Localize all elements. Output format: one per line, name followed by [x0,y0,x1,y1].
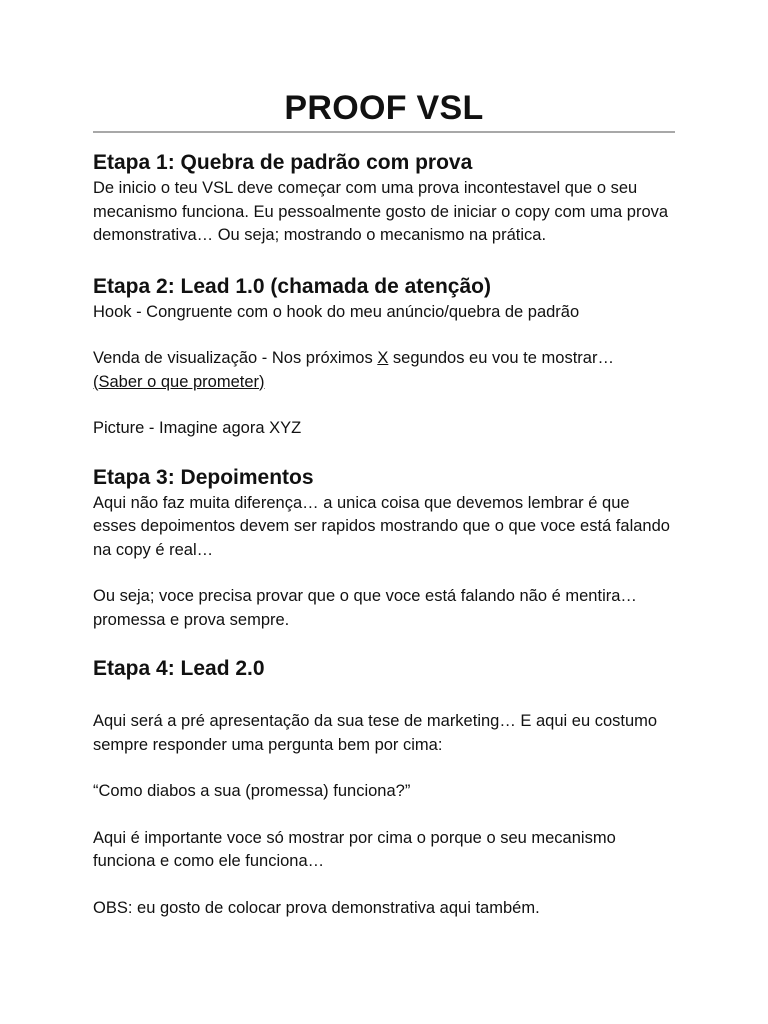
section-4-heading: Etapa 4: Lead 2.0 [93,657,265,680]
section-1-heading: Etapa 1: Quebra de padrão com prova [93,151,473,174]
section-2-hook: Hook - Congruente com o hook do meu anúncio/quebra de padrão [93,302,580,321]
section-2-picture: Picture - Imagine agora XYZ [93,419,302,437]
section-2-heading: Etapa 2: Lead 1.0 (chamada de atenção) [93,274,491,298]
section-3-paragraph-1: Aqui não faz muita diferença… a unica coisa que devemos lembrar é que esses depoimentos devem ser rapidos mostrando que o que voce está falando na copy é real… [93,493,670,559]
venda-text-after: segundos eu vou te mostrar… [388,349,614,367]
title-divider [93,131,675,133]
section-4-paragraph-2: “Como diabos a sua (promessa) funciona?” [93,782,411,800]
section-1-paragraph: De inicio o teu VSL deve começar com uma prova incontestavel que o seu mecanismo funciona. Eu pessoalmente gosto de iniciar o copy com uma prova demonstrativa… Ou seja; mostrando o mecanismo na prática. [93,179,669,244]
venda-text-before: Venda de visualização - Nos próximos [93,349,378,367]
section-4-paragraph-4: OBS: eu gosto de colocar prova demonstrativa aqui também. [93,898,540,917]
section-3-heading: Etapa 3: Depoimentos [93,465,314,489]
document-title: PROOF VSL [284,89,484,127]
section-2-venda [93,347,675,394]
document-page [93,0,675,920]
venda-x: X [377,349,389,367]
section-3-paragraph-2: Ou seja; voce precisa provar que o que voce está falando não é mentira… promessa e prova sempre. [93,587,637,629]
section-4-paragraph-1: Aqui será a pré apresentação da sua tese de marketing… E aqui eu costumo sempre responder uma pergunta bem por cima: [93,712,658,754]
section-4-paragraph-3: Aqui é importante voce só mostrar por cima o porque o seu mecanismo funciona e como ele funciona… [93,828,616,870]
venda-underlined-note: (Saber o que prometer) [93,372,265,391]
